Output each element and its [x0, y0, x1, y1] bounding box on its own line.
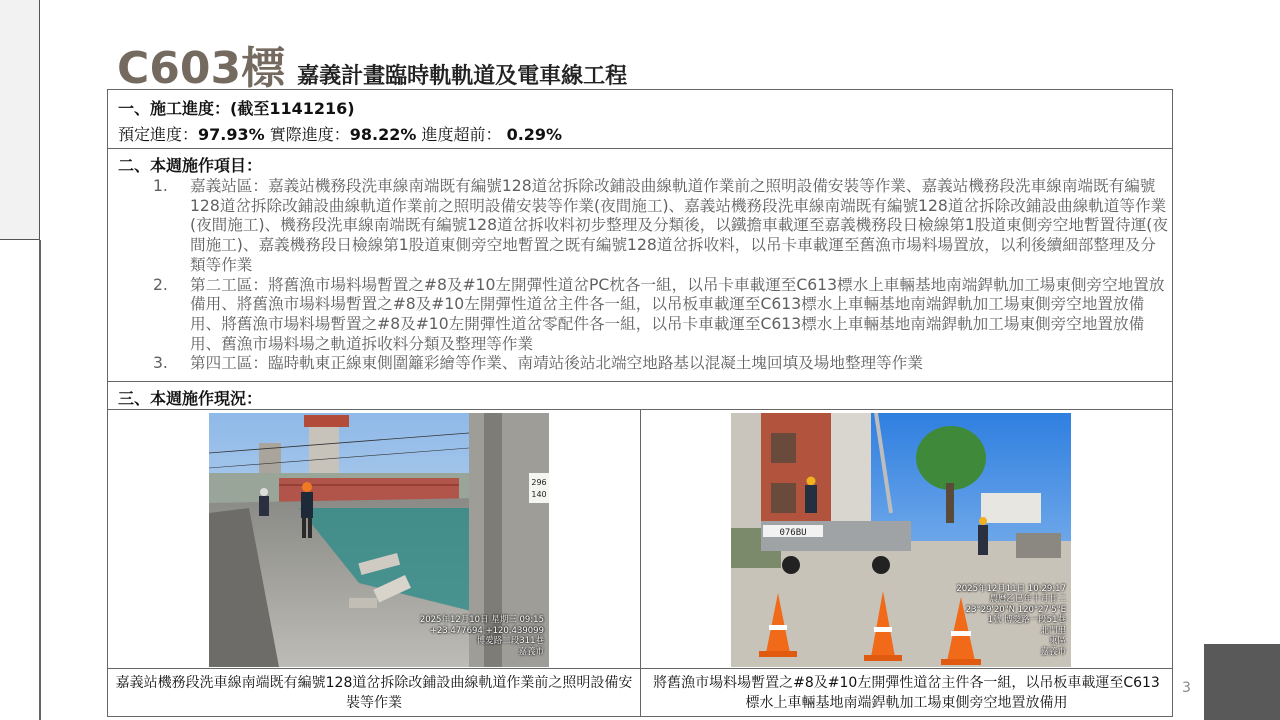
site-photo-left	[209, 413, 549, 667]
progress-line	[118, 122, 562, 145]
planned-value: 97.93%	[198, 125, 265, 144]
stamp-line: 農曆乙巳年十月廿二	[989, 594, 1066, 604]
stamp-line: 2025年12月10日 星期三 09:15	[419, 615, 544, 625]
stamp-line: 23°29'20"N 120°27'5"E	[965, 604, 1066, 615]
stamp-line: 東區	[1048, 636, 1066, 646]
stamp-line: 2025年12月11日 10:29:17	[956, 583, 1066, 594]
left-border-line	[39, 240, 41, 720]
item-number: 2.	[153, 275, 168, 294]
pole-sign-top: 296	[531, 478, 547, 487]
item-text: 嘉義站區：嘉義站機務段洗車線南端既有編號128道岔拆除改鋪設曲線軌道作業前之照明設備安裝等作業、嘉義站機務段洗車線南端既有編號128道岔拆除改鋪設曲線軌道作業前之照明設備安裝等作業(夜間施工)、嘉義站機務段洗車線南端既有編號128道岔拆除改鋪設曲線軌道等作業(夜間施工)、機務段洗車線南端既有編號128道岔拆收料初步整理及分類後，以鐵擔車載運至嘉義機務段日檢線第1股道東側旁空地暫置待運(夜間施工)、嘉義機務段日檢線第1股道東側旁空地暫置之既有編號128道岔拆收料，以吊卡車載運至舊漁市場料場置放，以利後續細部整理及分類等作業	[190, 177, 1168, 274]
pole-sign-bottom: 140	[531, 490, 547, 499]
item-text: 第四工區：臨時軌東正線東側圍籬彩繪等作業、南靖站後站北端空地路基以混凝土塊回填及場地整理等作業	[190, 354, 923, 373]
site-photo-right	[731, 413, 1071, 667]
stamp-line: 嘉義市	[518, 646, 544, 657]
actual-value: 98.22%	[349, 125, 417, 144]
weekly-items-list	[153, 177, 1168, 374]
list-item	[153, 354, 1168, 374]
photo-cell-left	[108, 410, 641, 669]
photo-cell-right	[641, 410, 1172, 669]
status-header	[108, 382, 1172, 410]
stamp-line: 博愛路二段311巷	[476, 636, 544, 646]
project-title: 嘉義計畫臨時軌軌道及電車線工程	[297, 64, 628, 89]
photo-timestamp-left	[420, 615, 544, 657]
progress-section	[108, 90, 1172, 149]
ahead-label: 進度超前：	[416, 125, 507, 144]
ahead-value: 0.29%	[506, 125, 563, 144]
contract-code: C603標	[117, 43, 286, 94]
list-item	[153, 177, 1168, 276]
stamp-line: 嘉義市	[1040, 646, 1066, 657]
actual-label: 實際進度：	[264, 125, 350, 144]
planned-label: 預定進度：	[118, 125, 199, 144]
item-number: 1.	[153, 177, 168, 195]
left-tab-decoration	[0, 0, 40, 240]
photo-caption-right: 將舊漁市場料場暫置之#8及#10左開彈性道岔主件各一組，以吊板車載運至C613標水上車輛基地南端銲軌加工場東側旁空地置放備用	[653, 674, 1160, 711]
stamp-line: 1號 博愛路一段51巷	[987, 615, 1066, 625]
slide-title	[117, 32, 628, 94]
weekly-items-heading: 二、本週施作項目：	[118, 156, 263, 175]
list-item	[153, 276, 1168, 355]
progress-heading: 一、施工進度：(截至1141216)	[118, 99, 355, 118]
page-number: 3	[1182, 680, 1191, 696]
item-number: 3.	[153, 354, 168, 373]
status-heading: 三、本週施作現況：	[118, 389, 263, 408]
item-text: 第二工區：將舊漁市場料場暫置之#8及#10左開彈性道岔PC枕各一組，以吊卡車載運至C613標水上車輛基地南端銲軌加工場東側旁空地置放備用、將舊漁市場料場暫置之#8及#10左開彈性道岔主件各一組，以吊板車載運至C613標水上車輛基地南端銲軌加工場東側旁空地置放備用、將舊漁市場料場暫置之#8及#10左開彈性道岔零配件各一組，以吊卡車載運至C613標水上車輛基地南端銲軌加工場東側旁空地置放備用、舊漁市場料場之軌道拆收料分類及整理等作業	[190, 275, 1165, 353]
corner-decoration	[1204, 644, 1280, 720]
photo-caption-left: 嘉義站機務段洗車線南端既有編號128道岔拆除改鋪設曲線軌道作業前之照明設備安裝等作業	[108, 669, 641, 716]
weekly-items-section	[108, 149, 1172, 382]
photo-timestamp-right	[956, 584, 1066, 658]
stamp-line: 北門里	[1040, 625, 1066, 636]
stamp-line: +23.477694 +120.439099	[429, 625, 544, 636]
report-table	[107, 89, 1173, 717]
truck-plate: 076BU	[779, 528, 807, 538]
